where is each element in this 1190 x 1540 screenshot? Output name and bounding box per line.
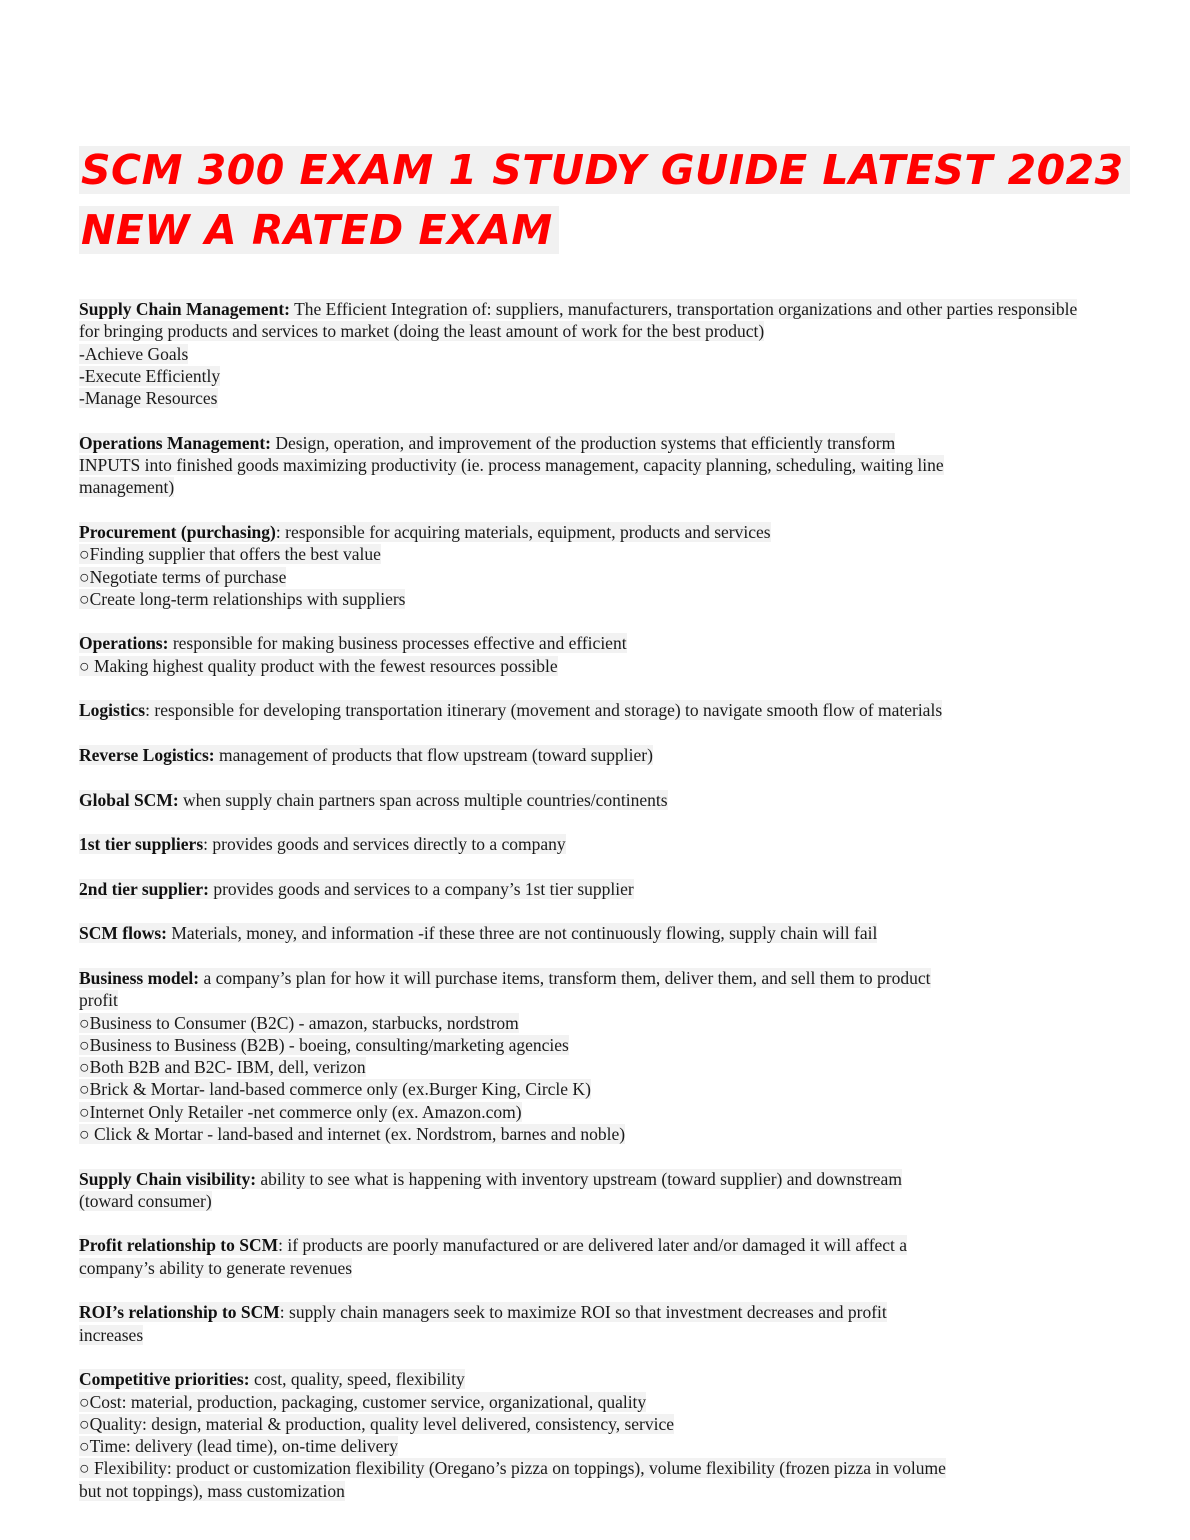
definition-text: profit [79, 990, 118, 1011]
definition-section [79, 298, 1189, 409]
definition-line [79, 521, 1189, 543]
definition-text: ○Time: delivery (lead time), on-time delivery [79, 1436, 399, 1457]
detail-line [79, 1413, 1189, 1435]
definition-text: ○Quality: design, material & production, quality level delivered, consistency, service [79, 1413, 675, 1434]
term-label: Global SCM: [79, 789, 179, 810]
definition-text: management) [79, 477, 175, 498]
definition-text: ○ Flexibility: product or customization flexibility (Oregano’s pizza on toppings), volume flexibility (frozen pizza in volume [79, 1458, 946, 1479]
definition-line [79, 432, 1189, 454]
detail-line [79, 1101, 1189, 1123]
definition-text: increases [79, 1324, 144, 1345]
detail-line [79, 1123, 1189, 1145]
definition-text: Materials, money, and information -if these three are not continuously flowing, supply chain will fail [166, 923, 878, 944]
definition-line [79, 744, 1189, 766]
definition-text: ability to see what is happening with inventory upstream (toward supplier) and downstream [256, 1168, 902, 1189]
detail-line [79, 1190, 1189, 1212]
term-label: Business model: [79, 967, 200, 988]
definition-line [79, 967, 1189, 989]
detail-line [79, 1324, 1189, 1346]
definition-text: : provides goods and services directly to a company [203, 834, 566, 855]
definition-line [79, 789, 1189, 811]
term-label: Supply Chain Management: [79, 299, 291, 319]
detail-line [79, 1078, 1189, 1100]
definition-text: for bringing products and services to market (doing the least amount of work for the best product) [79, 321, 765, 342]
definition-section [79, 967, 1189, 1145]
term-label: Competitive priorities: [79, 1369, 250, 1390]
definition-section [79, 744, 1189, 766]
definition-line [79, 1368, 1189, 1390]
definition-section [79, 1168, 1189, 1213]
definition-text: The Efficient Integration of: suppliers, manufacturers, transportation organizations and other parties responsible [290, 299, 1078, 319]
detail-line [79, 343, 1189, 365]
definition-line [79, 1301, 1189, 1323]
detail-line [79, 588, 1189, 610]
definition-text: management of products that flow upstream (toward supplier) [214, 744, 653, 765]
detail-line [79, 1391, 1189, 1413]
title-line-1: SCM 300 EXAM 1 STUDY GUIDE LATEST 2023 [79, 140, 1169, 200]
definition-line [79, 1168, 1189, 1190]
definition-text: ○Both B2B and B2C- IBM, dell, verizon [79, 1057, 366, 1078]
definition-text: -Manage Resources [79, 388, 218, 409]
title-line-2: NEW A RATED EXAM [79, 200, 1169, 260]
definition-text: but not toppings), mass customization [79, 1480, 345, 1501]
detail-line [79, 1056, 1189, 1078]
definition-section [79, 833, 1189, 855]
detail-line [79, 1257, 1189, 1279]
definition-text: ○Business to Business (B2B) - boeing, consulting/marketing agencies [79, 1034, 569, 1055]
definition-section [79, 878, 1189, 900]
definition-text: ○Brick & Mortar- land-based commerce only (ex.Burger King, Circle K) [79, 1079, 591, 1100]
definition-text: : responsible for acquiring materials, equipment, products and services [275, 521, 771, 542]
definition-section [79, 521, 1189, 610]
definition-text: ○Internet Only Retailer -net commerce only (ex. Amazon.com) [79, 1101, 522, 1122]
definition-line [79, 1234, 1189, 1256]
definition-text: provides goods and services to a company’s 1st tier supplier [208, 878, 634, 899]
definition-text: INPUTS into finished goods maximizing productivity (ie. process management, capacity planning, scheduling, waiting line [79, 455, 944, 476]
term-label: Logistics [79, 700, 146, 721]
term-label: Procurement (purchasing) [79, 521, 276, 542]
definition-text: a company’s plan for how it will purchase items, transform them, deliver them, and sell them to product [199, 967, 931, 988]
term-label: Reverse Logistics: [79, 744, 215, 765]
detail-line [79, 1435, 1189, 1457]
term-label: Operations Management: [79, 432, 271, 453]
definition-line [79, 833, 1189, 855]
definition-text: (toward consumer) [79, 1190, 212, 1211]
definition-text: ○Negotiate terms of purchase [79, 566, 287, 587]
detail-line [79, 989, 1189, 1011]
definition-text: cost, quality, speed, flexibility [249, 1369, 465, 1390]
definition-section [79, 789, 1189, 811]
definition-text: : responsible for developing transportation itinerary (movement and storage) to navigate smooth flow of materials [145, 700, 943, 721]
definition-section [79, 1234, 1189, 1279]
definition-line [79, 922, 1189, 944]
definition-line [79, 699, 1189, 721]
term-label: Profit relationship to SCM [79, 1235, 279, 1256]
term-label: ROI’s relationship to SCM [79, 1302, 280, 1323]
definition-section [79, 1301, 1189, 1346]
definition-line [79, 298, 1189, 320]
term-label: 1st tier suppliers [79, 834, 204, 855]
document-title [79, 140, 1169, 260]
detail-line [79, 655, 1189, 677]
document-body [79, 298, 1189, 1524]
definition-text: -Achieve Goals [79, 343, 189, 364]
detail-line [79, 476, 1189, 498]
detail-line [79, 1012, 1189, 1034]
definition-line [79, 878, 1189, 900]
detail-line [79, 543, 1189, 565]
detail-line [79, 454, 1189, 476]
term-label: Supply Chain visibility: [79, 1168, 257, 1189]
definition-section [79, 922, 1189, 944]
term-label: 2nd tier supplier: [79, 878, 209, 899]
term-label: Operations: [79, 633, 169, 654]
definition-line [79, 632, 1189, 654]
detail-line [79, 1480, 1189, 1502]
definition-section [79, 432, 1189, 499]
definition-text: company’s ability to generate revenues [79, 1257, 353, 1278]
detail-line [79, 365, 1189, 387]
definition-text: when supply chain partners span across multiple countries/continents [178, 789, 668, 810]
detail-line [79, 320, 1189, 342]
definition-text: -Execute Efficiently [79, 365, 221, 386]
definition-text: ○Create long-term relationships with suppliers [79, 588, 406, 609]
definition-text: ○Finding supplier that offers the best value [79, 544, 381, 565]
definition-text: : supply chain managers seek to maximize ROI so that investment decreases and profit [279, 1302, 887, 1323]
detail-line [79, 1457, 1189, 1479]
definition-section [79, 1368, 1189, 1502]
term-label: SCM flows: [79, 923, 167, 944]
definition-text: responsible for making business processes effective and efficient [168, 633, 627, 654]
detail-line [79, 1034, 1189, 1056]
definition-section [79, 632, 1189, 677]
detail-line [79, 387, 1189, 409]
definition-text: ○ Making highest quality product with the fewest resources possible [79, 655, 558, 676]
definition-text: ○ Click & Mortar - land-based and internet (ex. Nordstrom, barnes and noble) [79, 1123, 626, 1144]
definition-text: Design, operation, and improvement of the production systems that efficiently transform [271, 432, 896, 453]
detail-line [79, 566, 1189, 588]
definition-text: ○Business to Consumer (B2C) - amazon, starbucks, nordstrom [79, 1012, 519, 1033]
definition-section [79, 699, 1189, 721]
definition-text: ○Cost: material, production, packaging, customer service, organizational, quality [79, 1391, 647, 1412]
definition-text: : if products are poorly manufactured or are delivered later and/or damaged it will affect a [278, 1235, 908, 1256]
